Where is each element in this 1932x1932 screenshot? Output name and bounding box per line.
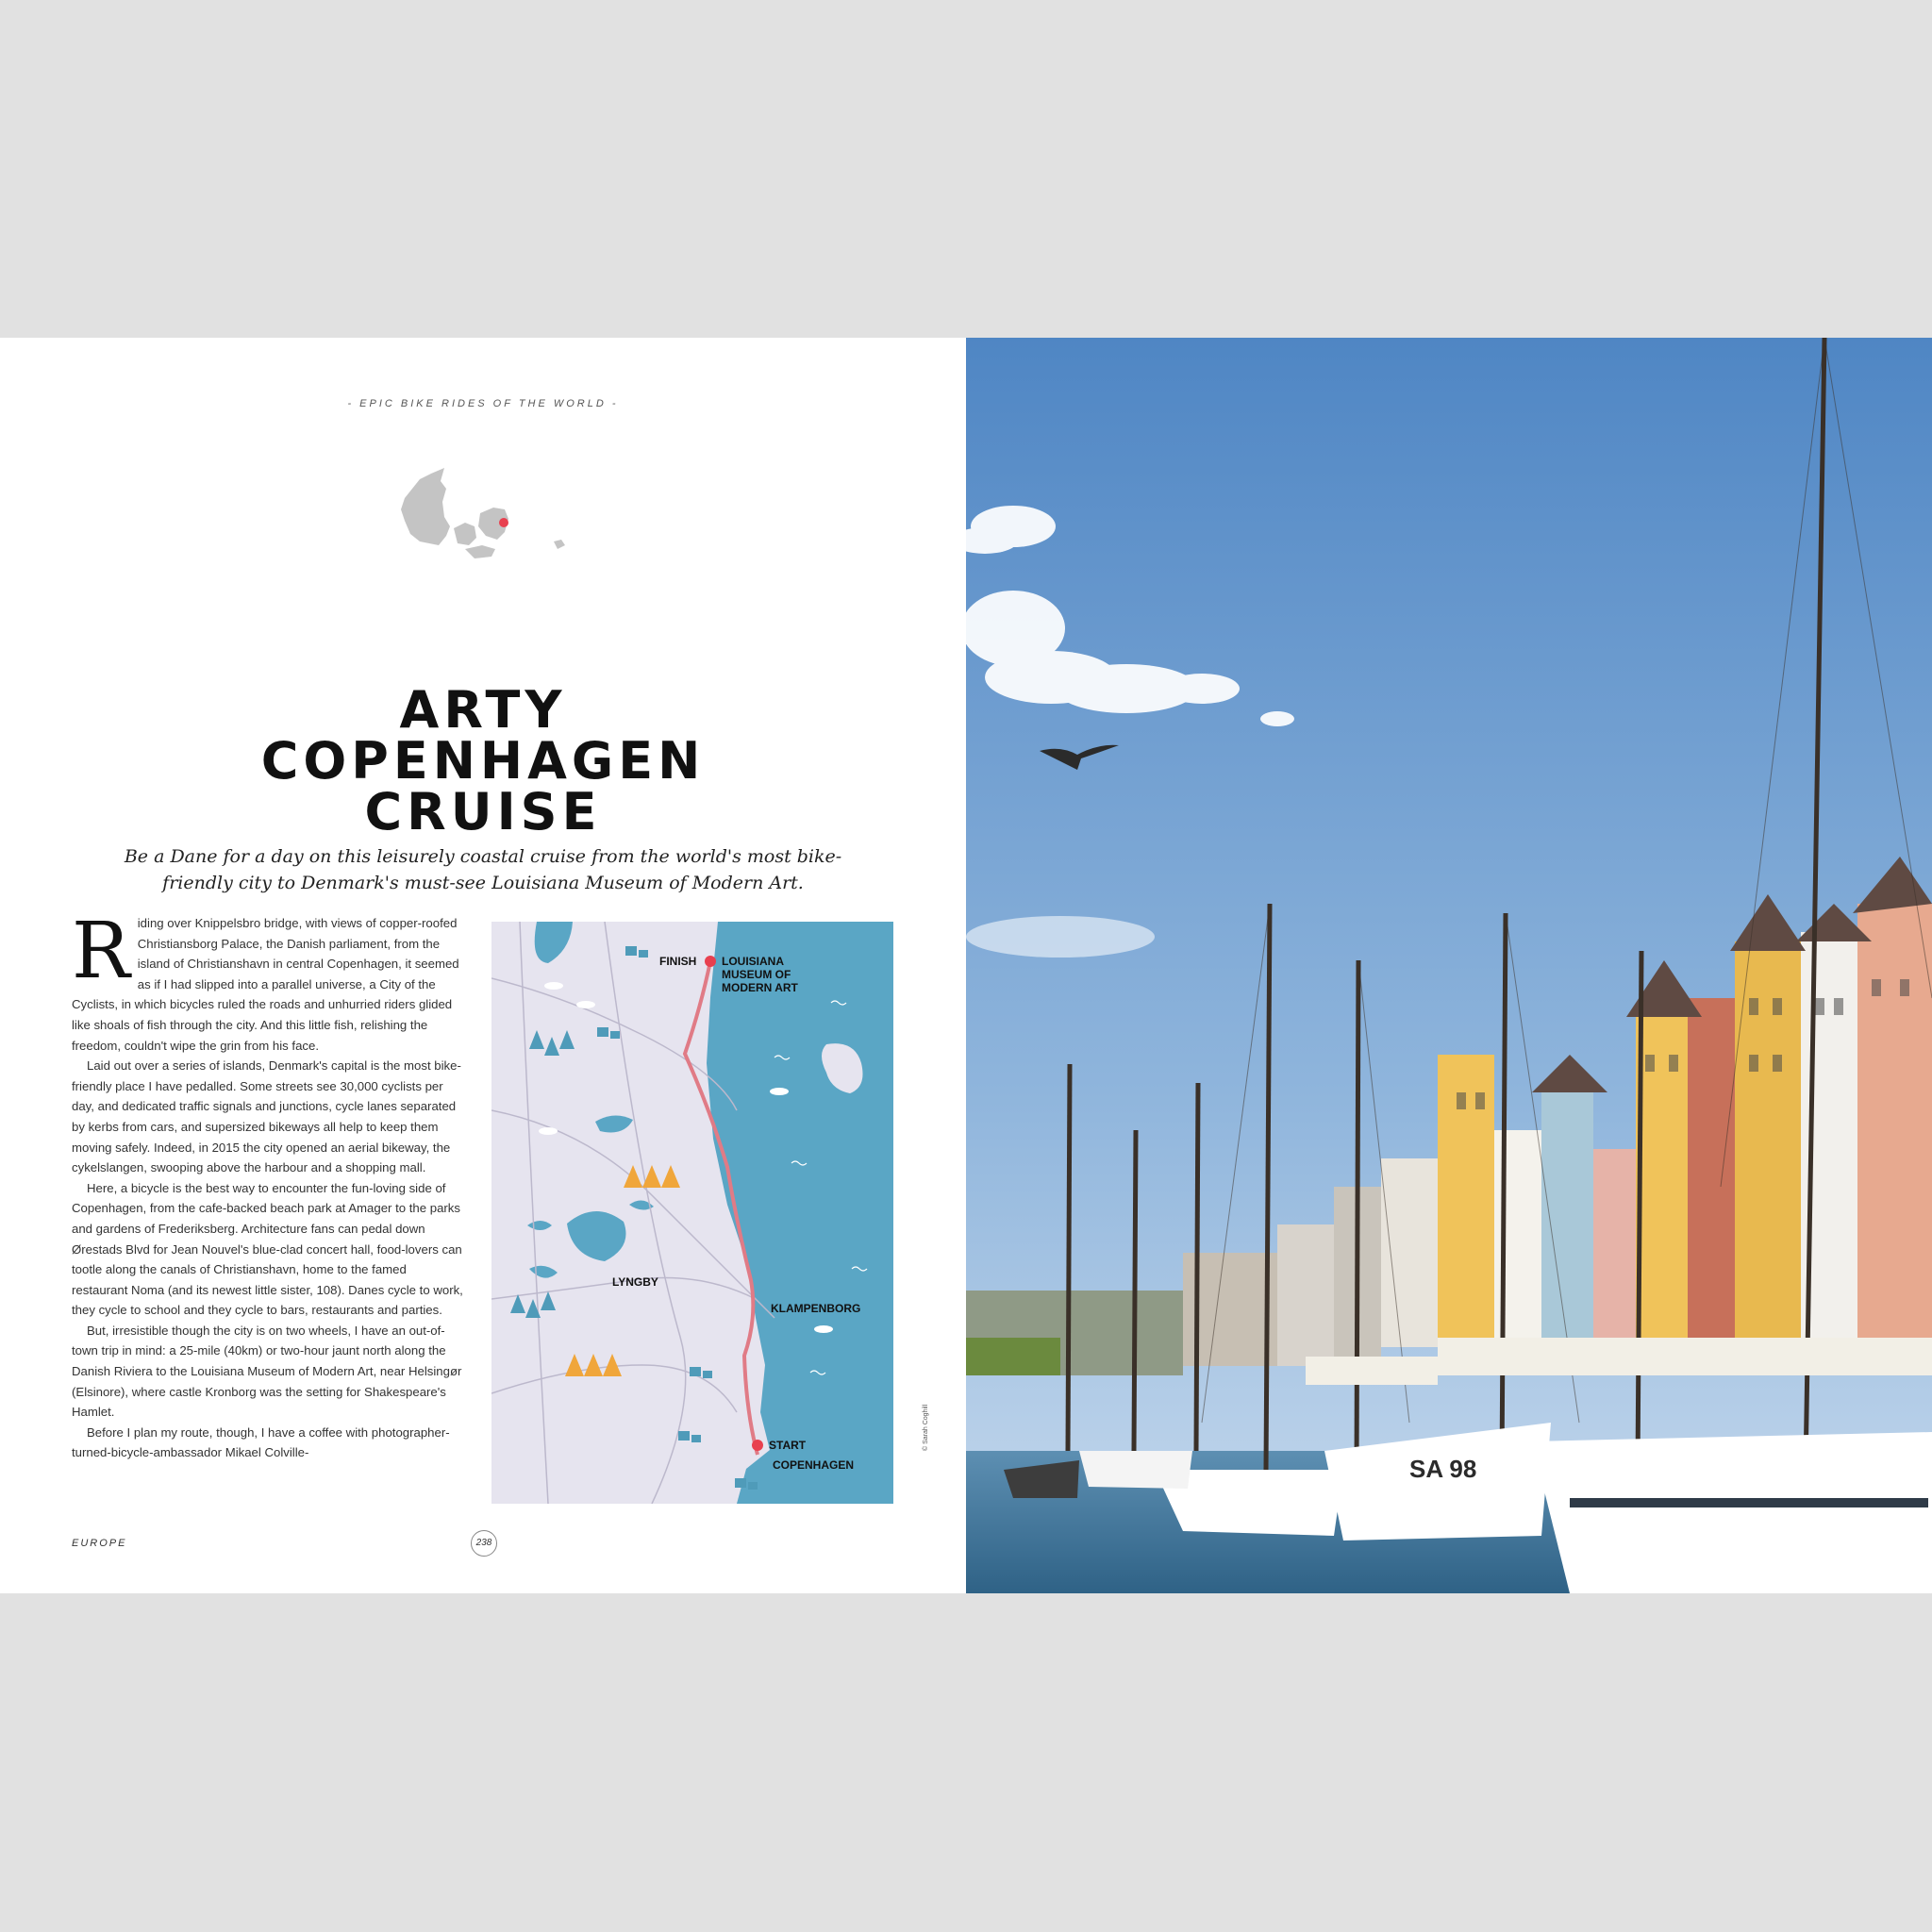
jutland-shape: [401, 468, 450, 545]
hedge: [966, 1338, 1060, 1375]
route-map: [491, 922, 893, 1504]
title-line-3: CRUISE: [364, 782, 602, 841]
body-paragraph: Before I plan my route, though, I have a coffee with photographer-turned-bicycle-ambassador Mikael Colville-: [72, 1424, 450, 1460]
standfirst: Be a Dane for a day on this leisurely coastal cruise from the world's most bike-friendly city to Denmark's must-see Louisiana Museum of Modern Art.: [124, 846, 842, 893]
funen-shape: [454, 523, 476, 545]
finish-place-line-1: LOUISIANA: [722, 955, 784, 968]
title-line-2: COPENHAGEN: [260, 731, 706, 791]
copenhagen-marker-dot: [499, 518, 508, 527]
lyngby-label: LYNGBY: [612, 1275, 658, 1289]
finish-place-line-3: MODERN ART: [722, 981, 798, 994]
title-line-1: ARTY: [399, 680, 567, 740]
section-footer: EUROPE: [72, 1538, 127, 1549]
nyhavn-harbour-photo: [966, 338, 1932, 1593]
lolland-shape: [465, 545, 495, 558]
article-title: [0, 680, 966, 841]
denmark-locator-map: [391, 460, 580, 574]
finish-place-line-2: MUSEUM OF: [722, 968, 791, 981]
body-paragraph: Laid out over a series of islands, Denmark's capital is the most bike-friendly place I have pedalled. Some streets see 30,000 cyclists per day, and dedicated traffic signals and junctions, cycle lanes separated by kerbs from cars, and supersized bikeways all help to keep them moving safely. Indeed, in 2015 the city opened an aerial bikeway, the cykelslangen, swooping above the harbour and a shopping mall.: [72, 1058, 461, 1175]
finish-marker: [705, 956, 716, 967]
magazine-spread: [0, 338, 1932, 1593]
bornholm-shape: [554, 540, 565, 549]
right-page: [966, 338, 1932, 1593]
body-paragraph: iding over Knippelsbro bridge, with views of copper-roofed Christiansborg Palace, the Danish parliament, from the island of Christianshavn in central Copenhagen, it seemed as if I had slipped into a parallel universe, a City of the Cyclists, in which bicycles ruled the roads and unhurried riders glided like shoals of fish through the city. And this little fish, relishing the freedom, couldn't wipe the grin from his face.: [72, 916, 459, 1053]
start-marker: [752, 1440, 763, 1451]
left-page: [0, 338, 966, 1593]
series-header: - EPIC BIKE RIDES OF THE WORLD -: [347, 398, 619, 409]
photo-credit: © Sarah Coghill: [923, 1404, 929, 1451]
start-place-label: COPENHAGEN: [773, 1458, 855, 1472]
body-paragraph: Here, a bicycle is the best way to encounter the fun-loving side of Copenhagen, from the cafe-backed beach park at Amager to the parks and gardens of Frederiksberg. Architecture fans can pedal down Ørestads Blvd for Jean Nouvel's blue-clad concert hall, food-lovers can tootle along the canals of Christianshavn, home to the famed restaurant Noma (and its newest little sister, 108). Danes cycle to work, they cycle to school and they cycle to bars, restaurants and parties.: [72, 1180, 463, 1318]
page-number: 238: [471, 1530, 497, 1557]
start-label: START: [769, 1439, 807, 1452]
body-paragraph: But, irresistible though the city is on two wheels, I have an out-of-town trip in mind: a 25-mile (40km) or two-hour jaunt north along the Danish Riviera to the Louisiana Museum of Modern Art, near Helsingør (Elsinore), where castle Kronborg was the setting for Shakespeare's Hamlet.: [72, 1323, 462, 1420]
klampenborg-label: KLAMPENBORG: [771, 1302, 861, 1315]
finish-label: FINISH: [659, 955, 697, 968]
article-body: [72, 907, 465, 1847]
boat-registration: SA 98: [1409, 1455, 1477, 1483]
drop-cap: R: [72, 907, 130, 996]
